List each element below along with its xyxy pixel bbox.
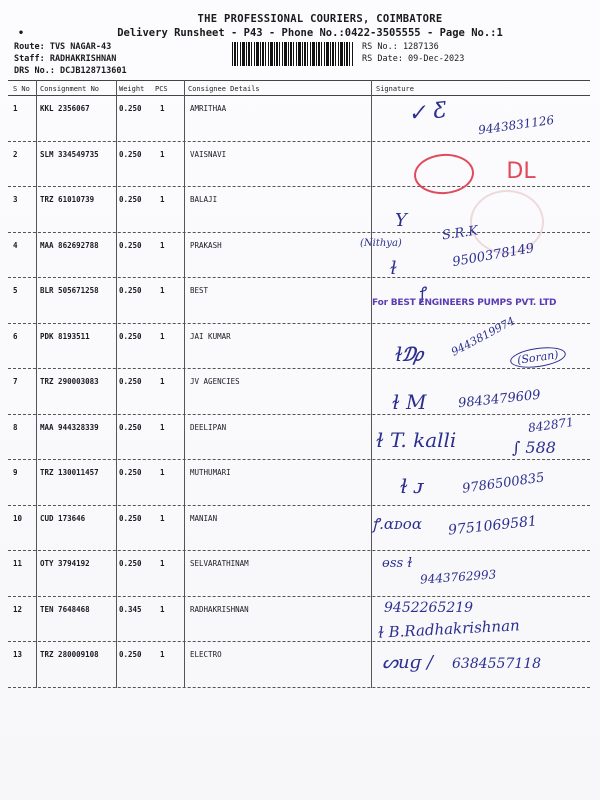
route-label: Route: TVS NAGAR-43 [14,42,112,52]
cell-consignment: MAA 862692788 [40,240,99,250]
cell-sno: 8 [13,422,18,432]
cell-consignee: DEELIPAN [190,422,227,432]
cell-consignee: SELVARATHINAM [190,559,249,568]
cell-consignee: JV AGENCIES [190,377,240,386]
cell-consignee: MUTHUMARI [190,468,231,477]
signature-mark: Y [395,210,407,231]
barcode [232,42,354,66]
header-consignee: Consignee Details [188,85,260,93]
signature-mark: (Soran) [509,344,567,371]
cell-pcs: 1 [160,104,165,113]
header-sno: S No [13,85,30,93]
cell-consignment: MAA 944328339 [40,422,99,432]
header-pcs: PCS [155,85,168,93]
handwritten-number: 842871 [527,414,575,436]
cell-pcs: 1 [160,513,165,523]
cell-weight: 0.250 [119,377,142,386]
handwritten-phone: 9452265219 [384,600,474,616]
cell-consignment: KKL 2356067 [40,104,90,113]
signature-mark: ɫ₯ [395,342,424,366]
cell-sno: 4 [13,240,18,250]
column-divider [184,80,185,688]
cell-pcs: 1 [160,650,165,659]
cell-weight: 0.250 [119,559,142,568]
cell-consignment: BLR 505671258 [40,286,99,295]
header-consignment: Consignment No [40,85,100,93]
cell-consignment: OTY 3794192 [40,559,90,568]
cell-weight: 0.250 [119,195,142,204]
signature-mark: ꝭ.ɑᴅoɑ [372,515,422,533]
cell-consignment: SLM 334549735 [40,149,99,159]
cell-pcs: 1 [160,468,165,477]
punch-mark: • [18,28,25,39]
signature-mark: (Nithya) [360,238,402,249]
cell-sno: 1 [13,104,18,113]
cell-consignment: PDK 8193511 [40,331,90,341]
signature-mark: ✓ Ƹ [406,98,448,127]
company-title: THE PROFESSIONAL COURIERS, COIMBATORE [197,13,443,25]
signature-mark: ɫ B.Radhakrishnan [377,616,521,642]
cell-consignment: TRZ 130011457 [40,468,99,477]
rs-date: RS Date: 09-Dec-2023 [362,54,465,64]
cell-sno: 5 [13,286,18,295]
cell-consignment: TRZ 61010739 [40,195,95,204]
cell-weight: 0.250 [119,468,142,477]
cell-pcs: 1 [160,286,165,295]
staff-label: Staff: RADHAKRISHNAN [14,54,117,64]
cell-weight: 0.250 [119,650,142,659]
cell-pcs: 1 [160,331,165,341]
cell-consignee: BALAJI [190,195,218,204]
cell-sno: 3 [13,195,18,204]
row-separator [8,277,590,278]
drs-number: DRS No.: DCJB128713601 [14,66,127,76]
cell-pcs: 1 [160,195,165,204]
cell-consignee: ELECTRO [190,650,222,659]
red-circle-mark [413,152,476,196]
cell-sno: 6 [13,331,18,341]
handwritten-phone: 9843479609 [457,387,542,412]
cell-weight: 0.250 [119,286,142,295]
cell-consignment: TRZ 290003083 [40,377,99,386]
cell-pcs: 1 [160,377,165,386]
row-separator [8,505,590,506]
row-separator [8,459,590,460]
column-divider [371,80,372,688]
handwritten-phone: 9443819974 [449,314,517,359]
cell-consignee: MANIAN [190,513,218,523]
signature-mark: ɫ [390,258,397,279]
cell-consignment: CUD 173646 [40,513,86,523]
cell-pcs: 1 [160,149,165,159]
cell-pcs: 1 [160,559,165,568]
rs-number: RS No.: 1287136 [362,42,439,52]
cell-consignee: RADHAKRISHNAN [190,604,249,614]
signature-mark: ɫ ᴊ [400,474,424,498]
cell-weight: 0.250 [119,422,142,432]
handwritten-phone: 9443762993 [419,567,497,587]
cell-pcs: 1 [160,422,165,432]
cell-pcs: 1 [160,240,165,250]
column-divider [36,80,37,688]
cell-sno: 13 [13,650,23,659]
handwritten-phone: 6384557118 [452,656,542,672]
cell-consignee: AMRITHAA [190,104,227,113]
row-separator [8,550,590,551]
header-weight: Weight [119,85,145,93]
signature-mark: ∫ 588 [512,438,556,457]
cell-pcs: 1 [160,604,165,614]
row-separator [8,141,590,142]
cell-consignee: PRAKASH [190,240,222,250]
handwritten-phone: 9443831126 [477,112,555,138]
cell-consignee: VAISNAVI [190,149,227,159]
table-top-border [8,80,590,81]
cell-weight: 0.345 [119,604,142,614]
signature-mark: ᔕuɡ / [382,652,433,673]
header-signature: Signature [376,85,414,93]
signature-mark: ɫ M [392,390,427,414]
cell-consignee: JAI KUMAR [190,331,231,341]
signature-mark: ɵss ɫ [382,556,413,571]
cell-consignment: TRZ 280009108 [40,650,99,659]
cell-weight: 0.250 [119,513,142,523]
column-divider [116,80,117,688]
row-separator [8,368,590,369]
cell-weight: 0.250 [119,149,142,159]
handwritten-phone: 9751069581 [447,513,538,539]
cell-consignment: TEN 7648468 [40,604,90,614]
cell-sno: 10 [13,513,23,523]
cell-consignee: BEST [190,286,209,295]
signature-mark: ꝭ [416,283,428,304]
cell-sno: 9 [13,468,18,477]
cell-sno: 2 [13,149,18,159]
cell-sno: 11 [13,559,23,568]
cell-weight: 0.250 [119,104,142,113]
row-separator [8,414,590,415]
table-header-border [8,95,590,96]
row-separator [8,641,590,642]
cell-weight: 0.250 [119,331,142,341]
cell-sno: 12 [13,604,23,614]
row-separator [8,687,590,688]
signature-mark: S.R.K [441,223,480,244]
cell-weight: 0.250 [119,240,142,250]
handwritten-phone: 9786500835 [461,470,546,497]
signature-mark: ɫ T. kalli [376,428,457,452]
company-stamp: For BEST ENGINEERS PUMPS PVT. LTD [372,298,557,308]
cell-sno: 7 [13,377,18,386]
handwritten-phone: 9500378149 [451,240,536,271]
red-initials: DL [506,159,536,184]
runsheet-subtitle: Delivery Runsheet - P43 - Phone No.:0422-3505555 - Page No.:1 [117,27,503,39]
row-separator [8,596,590,597]
